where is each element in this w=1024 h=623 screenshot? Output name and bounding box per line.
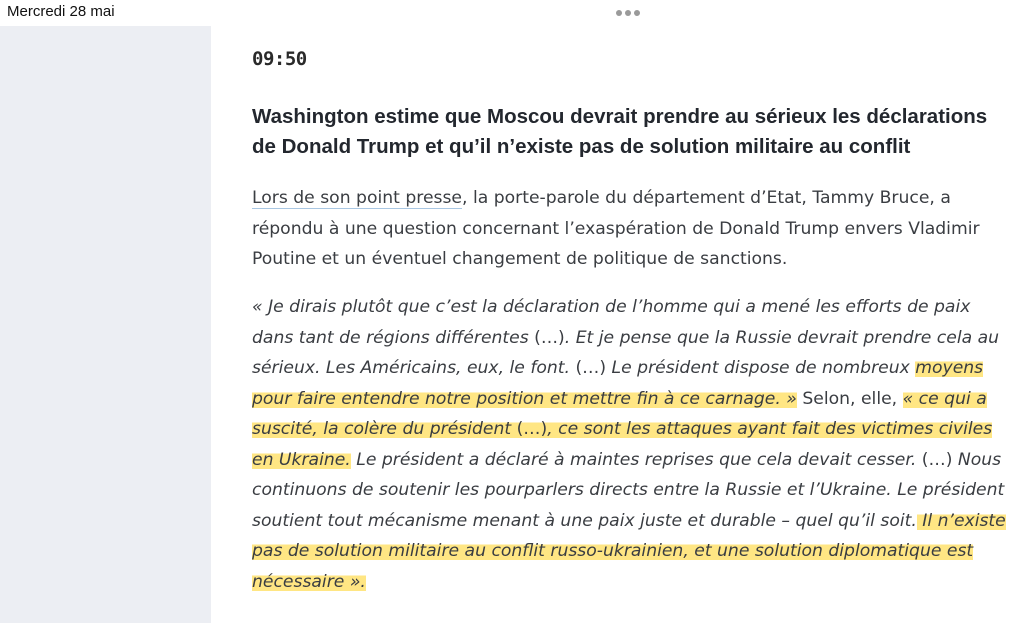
highlighted-quote: Il n’existe pas de solution militaire au conflit russo-ukrainien, et une solution diplomatique est nécessaire ». [252, 510, 1006, 592]
post-intro [252, 183, 1012, 275]
quote-part: Nous continuons de soutenir les pourparlers directs entre la Russie et l’Ukraine. Le président soutient tout mécanisme menant à une paix juste et durable – quel qu’il soit. [252, 449, 1005, 531]
quote-part: « Je dirais plutôt que c’est la déclaration de l’homme qui a mené les efforts de paix dans tant de régions différentes [252, 297, 971, 348]
status-date: Mercredi 28 mai [7, 3, 115, 20]
intro-text: , la porte-parole du département d’Etat, Tammy Bruce, a répondu à une question concernant l’exaspération de Donald Trump envers Vladimir Poutine et un éventuel changement de politique de sanctions. [252, 188, 980, 269]
post-headline: Washington estime que Moscou devrait prendre au sérieux les déclarations de Donald Trump et qu’il n’existe pas de solution militaire au conflit [252, 105, 988, 158]
quote-part: Le président dispose de nombreux [606, 358, 916, 378]
multitasking-dots-icon[interactable] [616, 10, 640, 16]
highlighted-quote: « ce qui a suscité, la colère du président [252, 388, 987, 439]
quote-attribution: Selon, elle, [796, 388, 903, 409]
quote-ellipsis: (…) [921, 449, 953, 470]
quote-part: . Et je pense que la Russie devrait prendre cela au sérieux. Les Américains, eux, le font. [252, 327, 1000, 378]
quote-ellipsis: (…) [534, 327, 565, 348]
post-quote [252, 292, 1012, 597]
quote-ellipsis: (…) [575, 358, 607, 378]
post-time: 09:50 [252, 48, 307, 70]
highlighted-quote: moyens pour faire entendre notre position et mettre fin à ce carnage. » [252, 358, 984, 409]
status-bar [0, 0, 1024, 26]
point-presse-link[interactable]: Lors de son point presse [252, 188, 463, 208]
highlighted-quote: , ce sont les attaques ayant fait des victimes civiles en Ukraine. [252, 419, 993, 470]
sidebar [0, 26, 211, 623]
quote-part: Le président a déclaré à maintes reprises que cela devait cesser. [350, 449, 922, 470]
quote-ellipsis: (…) [516, 419, 548, 439]
